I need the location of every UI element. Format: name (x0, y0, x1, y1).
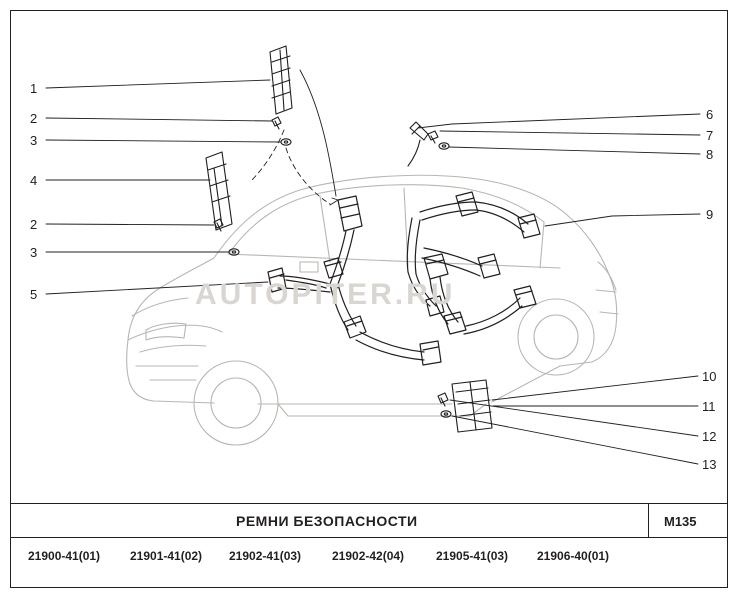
title-block-mid-rule (11, 537, 728, 538)
part-number-6: 21906-40(01) (537, 549, 610, 563)
callout-2-lower: 2 (30, 217, 38, 232)
callout-5: 5 (30, 287, 38, 302)
callout-12: 12 (702, 429, 717, 444)
part-number-5: 21905-41(03) (436, 549, 509, 563)
callout-13: 13 (702, 457, 717, 472)
callout-11: 11 (702, 399, 716, 414)
part-number-4: 21902-42(04) (332, 549, 405, 563)
callout-4: 4 (30, 173, 38, 188)
callout-9: 9 (706, 207, 714, 222)
callout-3-upper: 3 (30, 133, 38, 148)
callout-1: 1 (30, 81, 38, 96)
callout-8: 8 (706, 147, 714, 162)
part-number-1: 21900-41(01) (28, 549, 101, 563)
callout-3-lower: 3 (30, 245, 38, 260)
callout-7: 7 (706, 128, 714, 143)
part-number-3: 21902-41(03) (229, 549, 302, 563)
title-block-top-rule (11, 503, 728, 504)
sheet-code: M135 (664, 514, 697, 529)
diagram-title: РЕМНИ БЕЗОПАСНОСТИ (236, 513, 418, 529)
callout-2-upper: 2 (30, 111, 38, 126)
callout-10: 10 (702, 369, 717, 384)
callout-6: 6 (706, 107, 714, 122)
title-block-divider (648, 503, 649, 537)
watermark: AUTOPITER.RU (195, 278, 456, 311)
part-number-2: 21901-41(02) (130, 549, 203, 563)
